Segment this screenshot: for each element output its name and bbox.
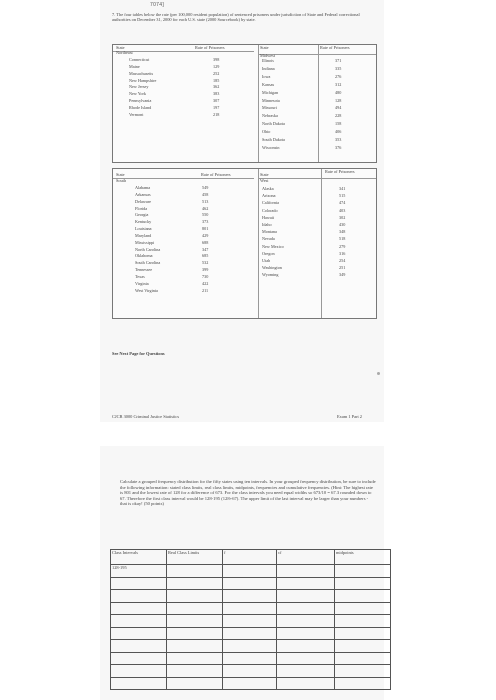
state-name: Nevada: [262, 236, 275, 242]
state-name: Missouri: [262, 105, 277, 111]
prison-rate: 218: [213, 111, 220, 117]
region-label-midwest: Midwest: [260, 53, 276, 58]
prison-rate: 276: [335, 73, 342, 79]
prison-rate: 251: [339, 265, 346, 271]
region-label-south: South: [116, 178, 127, 183]
table-cell: [277, 640, 335, 653]
state-name: Rhode Island: [129, 104, 152, 110]
table-cell: [111, 602, 167, 615]
table-row: [111, 652, 391, 665]
prison-rate: 462: [202, 205, 209, 211]
state-name: Oklahoma: [135, 253, 153, 259]
page-mark: [377, 372, 380, 375]
header-cumulative-frequency: cf: [277, 550, 335, 565]
state-name: Pennsylvania: [129, 98, 152, 104]
state-name: South Dakota: [262, 137, 285, 143]
state-name: Indiana: [262, 65, 275, 71]
table-cell: [277, 565, 335, 578]
state-name: North Carolina: [135, 246, 161, 252]
state-name: Kansas: [262, 81, 275, 87]
state-name: Alaska: [262, 186, 274, 191]
table-northeast-midwest: [112, 44, 377, 163]
south-state-list: [135, 185, 160, 295]
prison-rate: 279: [339, 243, 346, 249]
prison-rate: 349: [339, 272, 346, 278]
prison-rate: 406: [335, 129, 342, 135]
table-header-row: [111, 550, 391, 565]
header-frequency: f: [223, 550, 277, 565]
table-cell: [111, 665, 167, 678]
state-name: Alabama: [135, 185, 151, 190]
exam-footer: Exam 1 Part 2: [337, 414, 362, 419]
west-rate-list: [339, 185, 345, 279]
table-cell: [223, 577, 277, 590]
west-state-list: [262, 185, 284, 279]
prison-rate: 129: [213, 63, 220, 69]
state-name: Vermont: [129, 111, 144, 117]
table-cell: [277, 615, 335, 628]
state-name: Massachusetts: [129, 70, 154, 76]
table-cell: [223, 590, 277, 603]
table-cell: [111, 615, 167, 628]
prison-rate: 494: [335, 105, 342, 111]
prison-rate: 398: [213, 57, 220, 62]
table-cell: [167, 565, 223, 578]
table-cell: [335, 665, 391, 678]
prison-rate: 341: [339, 186, 346, 191]
prison-rate: 513: [202, 198, 209, 204]
column-divider: [258, 169, 259, 318]
handwritten-note: 7074]: [150, 2, 165, 8]
region-label-west: West: [260, 178, 269, 183]
state-name: Arizona: [262, 193, 276, 199]
table-cell: [111, 652, 167, 665]
state-name: Florida: [135, 205, 148, 211]
table-cell: [223, 665, 277, 678]
col-header-state: State: [116, 172, 125, 177]
state-name: West Virginia: [135, 287, 158, 293]
state-name: Washington: [262, 265, 282, 271]
table-cell: [223, 640, 277, 653]
prison-rate: 185: [213, 77, 220, 83]
state-name: Nebraska: [262, 113, 278, 119]
table-cell: [277, 602, 335, 615]
col-header-state: State: [116, 45, 125, 50]
table-cell: [277, 652, 335, 665]
prison-rate: 422: [202, 280, 209, 286]
header-midpoints: midpoints: [335, 550, 391, 565]
state-name: Kentucky: [135, 219, 152, 225]
column-divider: [258, 45, 259, 162]
state-name: Connecticut: [129, 57, 150, 62]
state-name: Idaho: [262, 222, 272, 228]
prison-rate: 312: [335, 81, 342, 87]
table-cell: [167, 602, 223, 615]
prison-rate: 316: [339, 250, 346, 256]
prison-rate: 688: [202, 239, 209, 245]
state-name: New Mexico: [262, 243, 284, 249]
prison-rate: 353: [335, 137, 342, 143]
state-name: Georgia: [135, 212, 149, 218]
midwest-rate-list: [335, 57, 341, 152]
state-name: Iowa: [262, 73, 271, 79]
table-cell: [277, 677, 335, 690]
prison-rate: 211: [202, 287, 209, 293]
prison-rate: 158: [335, 121, 342, 127]
state-name: New York: [129, 91, 146, 97]
state-name: Louisiana: [135, 226, 152, 232]
header-class-intervals: Class Intervals: [111, 550, 167, 565]
prison-rate: 685: [202, 253, 209, 259]
table-cell: [223, 627, 277, 640]
prison-rate: 348: [339, 229, 346, 235]
column-divider: [318, 45, 319, 162]
column-divider: [321, 169, 322, 318]
table-row: [111, 627, 391, 640]
northeast-rate-list: [213, 57, 227, 119]
table-cell: [223, 602, 277, 615]
table-cell: [335, 602, 391, 615]
state-name: Maryland: [135, 232, 152, 238]
state-name: Minnesota: [262, 97, 280, 103]
table-cell: [335, 627, 391, 640]
prison-rate: 399: [202, 267, 209, 273]
state-name: Wisconsin: [262, 144, 280, 150]
state-name: Illinois: [262, 58, 274, 63]
prison-rate: 403: [339, 207, 346, 213]
prison-rate: 252: [213, 70, 220, 76]
col-header-rate: Rate of Prisoners: [325, 169, 355, 174]
prison-rate: 197: [213, 104, 220, 110]
table-cell: [335, 577, 391, 590]
prison-rate: 429: [202, 232, 209, 238]
prison-rate: 376: [335, 144, 342, 150]
prison-rate: 550: [202, 212, 209, 218]
prison-rate: 730: [202, 273, 209, 279]
table-cell: [277, 577, 335, 590]
table-cell: [111, 640, 167, 653]
table-cell: [277, 590, 335, 603]
table-cell: [167, 627, 223, 640]
region-label-northeast: Northeast: [116, 50, 133, 55]
state-name: Arkansas: [135, 191, 151, 197]
state-name: Delaware: [135, 198, 152, 204]
table-cell: [111, 677, 167, 690]
state-name: Colorado: [262, 207, 278, 213]
state-name: California: [262, 200, 279, 206]
state-name: Hawaii: [262, 214, 275, 220]
prison-rate: 474: [339, 200, 346, 206]
table-cell: [223, 565, 277, 578]
northeast-state-list: [129, 57, 156, 119]
prison-rate: 228: [335, 113, 342, 119]
prison-rate: 480: [335, 89, 342, 95]
header-divider: [113, 178, 254, 179]
state-name: Texas: [135, 273, 145, 279]
table-cell: [223, 615, 277, 628]
prison-rate: 383: [213, 91, 220, 97]
table-south-west: [112, 168, 377, 319]
prison-rate: 518: [339, 236, 346, 242]
state-name: Utah: [262, 258, 271, 264]
prison-rate: 302: [339, 214, 346, 220]
prison-rate: 335: [335, 65, 342, 71]
first-class-interval: 128-195: [111, 565, 167, 578]
table-cell: [335, 677, 391, 690]
table-cell: [335, 640, 391, 653]
state-name: Virginia: [135, 280, 149, 286]
question-text: Calculate a grouped frequency distribution for the fifty states using ten intervals. In your grouped frequency distribution, be sure to include the following information: stated class limits, real class limits, midpoints, frequencies and cumulative frequencies. (Hint: The highest rate is 801 and the lowest rate of 128 for a difference of 673. For the class intervals you need equal widths so 673/10 = 67.3 rounded down to 67. Therefore the first class interval would be 128-195 (128+67). The upper limit of the last interval may be larger than your numbers - that is okay! (50 points): [120, 479, 376, 507]
header-divider: [259, 178, 376, 179]
state-name: New Hampshire: [129, 77, 157, 83]
see-next-page-note: See Next Page for Questions: [112, 351, 165, 356]
state-name: Ohio: [262, 129, 271, 135]
table-cell: [277, 665, 335, 678]
state-name: Tennessee: [135, 267, 153, 273]
col-header-rate: Rate of Prisoners: [320, 45, 350, 50]
table-cell: [223, 652, 277, 665]
table-cell: [167, 577, 223, 590]
prison-rate: 515: [339, 193, 346, 199]
table-cell: [223, 677, 277, 690]
prison-rate: 801: [202, 226, 209, 232]
table-cell: [111, 590, 167, 603]
col-header-rate: Rate of Prisoners: [201, 172, 231, 177]
table-cell: [335, 590, 391, 603]
table-cell: [167, 640, 223, 653]
prison-rate: 128: [335, 97, 342, 103]
table-cell: [335, 565, 391, 578]
prison-rate: 458: [202, 191, 209, 197]
table-cell: [111, 577, 167, 590]
table-cell: [335, 615, 391, 628]
table-row: [111, 590, 391, 603]
question-intro: 7. The four tables below the rate (per 100,000 resident population) of sentenced prisoners under jurisdiction of State and Federal correctional authorities on December 31, 2000 for each U.S. state (2000 Sourcebook) by state.: [112, 12, 360, 23]
table-row: [111, 640, 391, 653]
state-name: South Carolina: [135, 260, 161, 266]
header-real-class-limits: Real Class Limits: [167, 550, 223, 565]
course-footer: CJCR 3000 Criminal Justice Statistics: [112, 414, 180, 419]
table-cell: [167, 615, 223, 628]
prison-rate: 307: [213, 98, 220, 104]
prison-rate: 549: [202, 185, 209, 190]
state-name: Mississippi: [135, 239, 155, 245]
state-name: Wyoming: [262, 272, 279, 278]
table-cell: [167, 677, 223, 690]
state-name: Michigan: [262, 89, 279, 95]
col-header-rate: Rate of Prisoners: [195, 45, 225, 50]
table-cell: [277, 627, 335, 640]
prison-rate: 371: [335, 58, 342, 63]
south-rate-list: [202, 185, 208, 295]
table-cell: [111, 627, 167, 640]
prison-rate: 373: [202, 219, 209, 225]
prison-rate: 254: [339, 258, 346, 264]
state-name: Oregon: [262, 250, 275, 256]
col-header-state: State: [260, 172, 269, 177]
table-row: [111, 577, 391, 590]
col-header-state: State: [260, 45, 269, 50]
midwest-state-list: [262, 57, 285, 152]
table-cell: [335, 652, 391, 665]
frequency-distribution-table: [110, 549, 391, 690]
table-row: [111, 615, 391, 628]
state-name: New Jersey: [129, 84, 149, 90]
prison-rate: 362: [213, 84, 220, 90]
table-row: [111, 602, 391, 615]
state-name: Montana: [262, 229, 277, 235]
table-cell: [167, 590, 223, 603]
table-row: [111, 565, 391, 578]
table-row: [111, 677, 391, 690]
table-cell: [167, 652, 223, 665]
state-name: Maine: [129, 63, 140, 69]
prison-rate: 532: [202, 260, 209, 266]
prison-rate: 430: [339, 222, 346, 228]
prison-rate: 347: [202, 246, 209, 252]
state-name: North Dakota: [262, 121, 285, 127]
table-row: [111, 665, 391, 678]
table-cell: [167, 665, 223, 678]
header-divider: [113, 51, 254, 52]
